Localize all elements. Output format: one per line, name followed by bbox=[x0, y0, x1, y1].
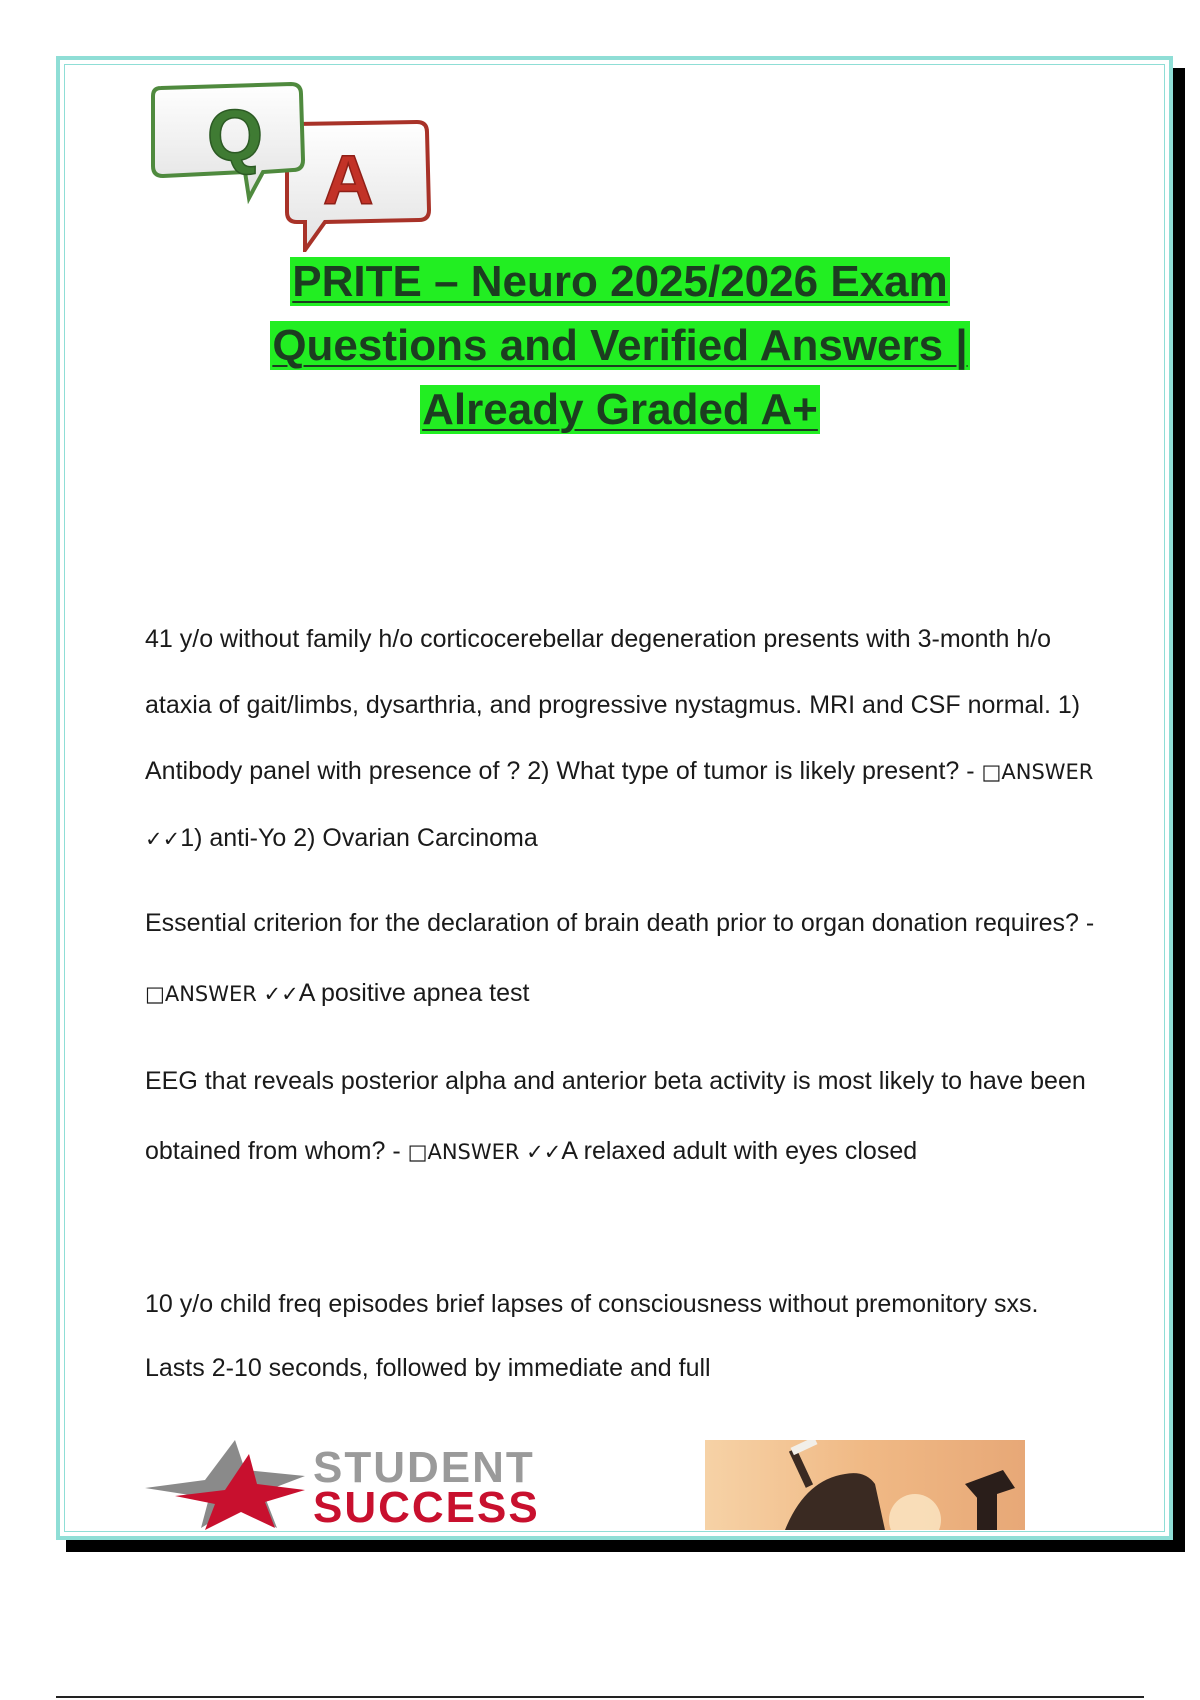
document-title bbox=[140, 250, 1100, 442]
answer-text: 1) anti-Yo 2) Ovarian Carcinoma bbox=[180, 824, 538, 852]
qa-item bbox=[145, 1046, 1105, 1187]
title-line-3: Already Graded A+ bbox=[422, 385, 818, 434]
question-text: 10 y/o child freq episodes brief lapses of consciousness without premonitory sxs. Lasts 2-10 seconds, followed by immediate and full bbox=[145, 1290, 1039, 1382]
qa-item bbox=[145, 1272, 1105, 1400]
graduation-photo bbox=[705, 1440, 1025, 1530]
qa-item bbox=[145, 606, 1105, 872]
qa-logo bbox=[145, 82, 435, 252]
question-text: Essential criterion for the declaration of brain death prior to organ donation requires? - bbox=[145, 909, 1095, 937]
star-logo-icon bbox=[145, 1440, 305, 1530]
qa-item bbox=[145, 888, 1105, 1029]
title-line-1: PRITE – Neuro 2025/2026 Exam bbox=[292, 257, 948, 306]
answer-text: A positive apnea test bbox=[298, 979, 530, 1007]
brand-line-1: STUDENT bbox=[313, 1443, 535, 1492]
answer-marker: □ANSWER ✓✓ bbox=[145, 982, 299, 1006]
question-text: EEG that reveals posterior alpha and anterior beta activity is most likely to have been obtained from whom? - bbox=[145, 1067, 1086, 1165]
question-text: 41 y/o without family h/o corticocerebellar degeneration presents with 3-month h/o ataxia of gait/limbs, dysarthria, and progressive nystagmus. MRI and CSF normal. 1) Antibody panel with presence of ? 2) What type of tumor is likely present? - bbox=[145, 625, 1081, 785]
page-divider bbox=[56, 1696, 1144, 1698]
q-letter: Q bbox=[207, 96, 264, 176]
a-letter: A bbox=[323, 141, 374, 219]
answer-marker: □ANSWER ✓✓ bbox=[407, 1140, 562, 1164]
brand-line-2: SUCCESS bbox=[313, 1483, 540, 1530]
title-line-2: Questions and Verified Answers | bbox=[272, 321, 968, 370]
answer-text: A relaxed adult with eyes closed bbox=[561, 1137, 918, 1165]
student-success-banner bbox=[145, 1440, 1025, 1530]
answer-marker: □ANSWER ✓✓ bbox=[145, 760, 1094, 851]
